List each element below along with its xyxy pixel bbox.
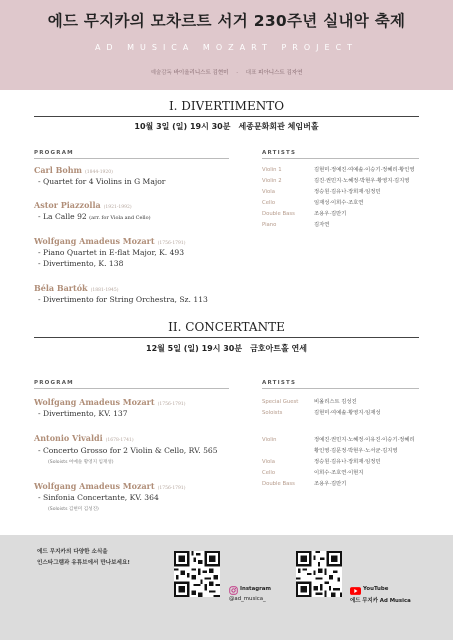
work-title: - La Calle 92 (arr. for Viola and Cello) bbox=[38, 212, 151, 221]
program-header: PROGRAM bbox=[34, 150, 74, 156]
artist-role: Piano bbox=[262, 222, 277, 228]
project-subtitle: AD MUSICA MOZART PROJECT bbox=[94, 43, 359, 52]
work-title: - Concerto Grosso for 2 Violin & Cello, RV. 565 bbox=[38, 446, 218, 455]
composer-years: (1756-1791) bbox=[157, 402, 186, 407]
soloists-note: (Soloists 김현미 김성진) bbox=[48, 507, 99, 512]
promo-text bbox=[37, 547, 137, 569]
instagram-icon[interactable] bbox=[229, 586, 238, 595]
artist-names: 이희수·조호연·이현지 bbox=[314, 470, 364, 476]
artist-role: Violin bbox=[262, 437, 277, 443]
youtube-qr-code[interactable] bbox=[296, 551, 342, 597]
credit-name: 피아니스트 김자연 bbox=[258, 70, 303, 76]
credit-label: 예술감독 bbox=[150, 70, 172, 76]
artist-row bbox=[262, 468, 363, 476]
artist-row bbox=[262, 165, 415, 173]
artist-role: Cello bbox=[262, 470, 276, 476]
promo-line: 에드 무지카의 다양한 소식을 bbox=[37, 549, 108, 555]
header-banner bbox=[0, 0, 453, 90]
artist-role: Special Guest bbox=[262, 399, 299, 405]
column-rule bbox=[34, 388, 229, 389]
artist-names: 정승원·김유나·장희재·임정민 bbox=[314, 459, 381, 465]
page-title: 에드 무지카의 모차르트 서거 230주년 실내악 축제 bbox=[47, 12, 406, 30]
composer-name: Wolfgang Amadeus Mozart (1756-1791) bbox=[34, 397, 186, 407]
artist-row bbox=[262, 479, 346, 487]
artist-row bbox=[262, 176, 409, 184]
column-rule bbox=[262, 388, 419, 389]
artist-row bbox=[262, 435, 415, 443]
concert-datetime bbox=[0, 343, 453, 354]
artist-role: Violin 1 bbox=[262, 167, 282, 173]
artist-role: Cello bbox=[262, 200, 276, 206]
artist-role: Double Bass bbox=[262, 481, 295, 487]
section-divider bbox=[34, 337, 419, 338]
artist-row bbox=[262, 408, 380, 416]
section-divider bbox=[34, 116, 419, 117]
credits bbox=[0, 68, 453, 76]
composer-years: (1756-1791) bbox=[157, 241, 186, 246]
artist-row bbox=[262, 209, 346, 217]
artists-header: ARTISTS bbox=[262, 380, 297, 386]
artist-names: 임재성·이희수·조호연 bbox=[314, 200, 364, 206]
work-arrangement: (arr. for Viola and Cello) bbox=[89, 215, 151, 221]
composer-name: Carl Bohm (1844-1920) bbox=[34, 165, 113, 175]
footer bbox=[0, 535, 453, 640]
composer-name: Antonio Vivaldi (1678-1741) bbox=[34, 433, 134, 443]
composer-name: Astor Piazzolla (1921-1992) bbox=[34, 200, 132, 210]
artist-names: 정승원·김유나·장희재·임정민 bbox=[314, 189, 381, 195]
artist-role: Viola bbox=[262, 459, 275, 465]
instagram-label: Instagram bbox=[240, 586, 272, 592]
artist-row bbox=[262, 397, 357, 405]
composer-name: Wolfgang Amadeus Mozart (1756-1791) bbox=[34, 481, 186, 491]
composer-years: (1844-1920) bbox=[84, 170, 113, 175]
artist-role: Viola bbox=[262, 189, 275, 195]
soloists-note: (Soloists 여예솔 황영지 임재성) bbox=[48, 460, 114, 465]
composer-name: Béla Bartók (1881-1945) bbox=[34, 283, 119, 293]
artist-names: 정예진·권민지·노혜정·이유진·이승기·정혜리 bbox=[314, 437, 415, 443]
column-rule bbox=[262, 158, 419, 159]
instagram-handle[interactable]: @ad_musica_ bbox=[229, 596, 266, 602]
work-title: - Divertimento for String Orchestra, Sz. 113 bbox=[38, 295, 208, 304]
artist-names: 조용우·김만기 bbox=[314, 211, 347, 217]
artist-row bbox=[262, 457, 380, 465]
artist-row bbox=[262, 446, 398, 454]
composer-years: (1881-1945) bbox=[90, 288, 119, 293]
artist-names: 김현미·여예솔·황영지·임재성 bbox=[314, 410, 381, 416]
concert-date: 10월 3일 (일) 19시 30분 bbox=[134, 122, 231, 131]
concert-title: I. DIVERTIMENTO bbox=[168, 99, 285, 113]
composer-name: Wolfgang Amadeus Mozart (1756-1791) bbox=[34, 236, 186, 246]
artist-row bbox=[262, 187, 380, 195]
artist-names: 황인영·김문정·박현우·노서균·김지영 bbox=[314, 448, 398, 454]
artists-header: ARTISTS bbox=[262, 150, 297, 156]
composer-years: (1921-1992) bbox=[103, 205, 132, 210]
program-header: PROGRAM bbox=[34, 380, 74, 386]
separator-dot: · bbox=[236, 70, 238, 76]
work-title: - Piano Quartet in E-flat Major, K. 493 bbox=[38, 248, 185, 257]
artist-names: 김현미·정예진·여예솔·이승기·정혜리·황인영 bbox=[314, 167, 415, 173]
artist-role: Violin 2 bbox=[262, 178, 282, 184]
concert-datetime bbox=[0, 121, 453, 132]
composer-years: (1678-1741) bbox=[105, 438, 134, 443]
work-title: - Sinfonia Concertante, KV. 364 bbox=[38, 493, 159, 502]
artist-role: Soloists bbox=[262, 410, 283, 416]
credit-name: 바이올리니스트 김현미 bbox=[173, 70, 229, 76]
work-title: - Divertimento, KV. 137 bbox=[38, 409, 128, 418]
artist-row bbox=[262, 198, 363, 206]
work-title: - Quartet for 4 Violins in G Major bbox=[38, 177, 166, 186]
artist-names: 비올리스트 김성진 bbox=[314, 399, 357, 405]
column-rule bbox=[34, 158, 229, 159]
instagram-qr-code[interactable] bbox=[174, 551, 220, 597]
credit-label: 대표 bbox=[245, 70, 257, 76]
artist-row bbox=[262, 220, 329, 228]
concert-date: 12월 5일 (일) 19시 30분 bbox=[146, 344, 243, 353]
promo-line: 인스타그램과 유튜브에서 만나보세요! bbox=[37, 560, 130, 566]
artist-names: 김진·권민지·노혜정·박현우·황영지·김지영 bbox=[314, 178, 410, 184]
artist-role: Double Bass bbox=[262, 211, 295, 217]
artist-names: 김자연 bbox=[314, 222, 330, 228]
concert-venue: 세종문화회관 체임버홀 bbox=[238, 122, 319, 131]
youtube-icon[interactable] bbox=[350, 587, 361, 595]
concert-title: II. CONCERTANTE bbox=[168, 320, 285, 334]
composer-years: (1756-1791) bbox=[157, 486, 186, 491]
youtube-channel[interactable]: 에드 무지카 Ad Musica bbox=[350, 598, 411, 604]
concert-venue: 금호아트홀 연세 bbox=[250, 344, 307, 353]
work-title: - Divertimento, K. 138 bbox=[38, 259, 124, 268]
youtube-label: YouTube bbox=[363, 586, 389, 592]
artist-names: 조용우·김만기 bbox=[314, 481, 347, 487]
